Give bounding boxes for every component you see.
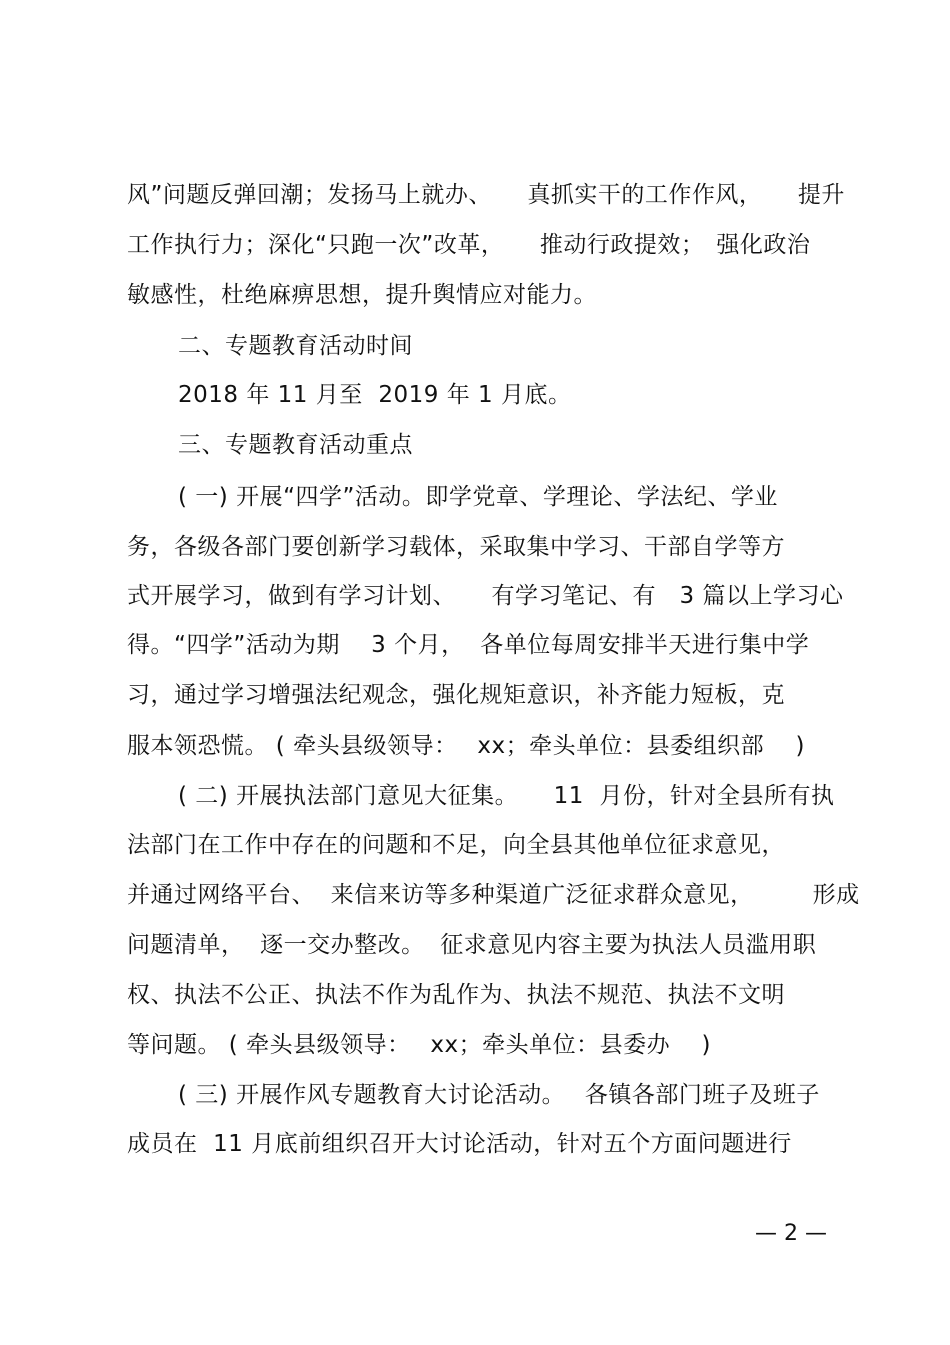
body-line: 服本领恐慌。 ( 牵头县级领导： xx；牵头单位：县委组织部 ) xyxy=(127,733,805,759)
body-line: 得。“四学”活动为期 3 个月， 各单位每周安排半天进行集中学 xyxy=(127,632,810,658)
body-line: 风”问题反弹回潮；发扬马上就办、 真抓实干的工作作风， 提升 xyxy=(127,182,845,208)
section-heading: 二、专题教育活动时间 xyxy=(178,333,413,359)
body-line: 成员在 11 月底前组织召开大讨论活动，针对五个方面问题进行 xyxy=(127,1131,792,1157)
body-line: 法部门在工作中存在的问题和不足，向全县其他单位征求意见， xyxy=(127,832,785,858)
body-line: 2018 年 11 月至 2019 年 1 月底。 xyxy=(178,382,572,408)
body-line: 习，通过学习增强法纪观念，强化规矩意识，补齐能力短板，克 xyxy=(127,682,785,708)
body-line: 式开展学习，做到有学习计划、 有学习笔记、有 3 篇以上学习心 xyxy=(127,583,844,609)
body-line: 务，各级各部门要创新学习载体，采取集中学习、干部自学等方 xyxy=(127,534,785,560)
paragraph-start: ( 一) 开展“四学”活动。即学党章、学理论、学法纪、学业 xyxy=(178,484,778,510)
body-line: 工作执行力；深化“只跑一次”改革， 推动行政提效； 强化政治 xyxy=(127,232,811,258)
paragraph-start: ( 二) 开展执法部门意见大征集。 11 月份，针对全县所有执 xyxy=(178,783,835,809)
body-line: 敏感性，杜绝麻痹思想，提升舆情应对能力。 xyxy=(127,282,597,308)
body-line: 问题清单， 逐一交办整改。 征求意见内容主要为执法人员滥用职 xyxy=(127,932,817,958)
paragraph-start: ( 三) 开展作风专题教育大讨论活动。 各镇各部门班子及班子 xyxy=(178,1082,820,1108)
body-line: 权、执法不公正、执法不作为乱作为、执法不规范、执法不文明 xyxy=(127,982,785,1008)
body-line: 等问题。 ( 牵头县级领导： xx；牵头单位：县委办 ) xyxy=(127,1032,711,1058)
page-number: — 2 — xyxy=(755,1221,827,1246)
section-heading: 三、专题教育活动重点 xyxy=(178,432,413,458)
body-line: 并通过网络平台、 来信来访等多种渠道广泛征求群众意见， 形成 xyxy=(127,882,860,908)
